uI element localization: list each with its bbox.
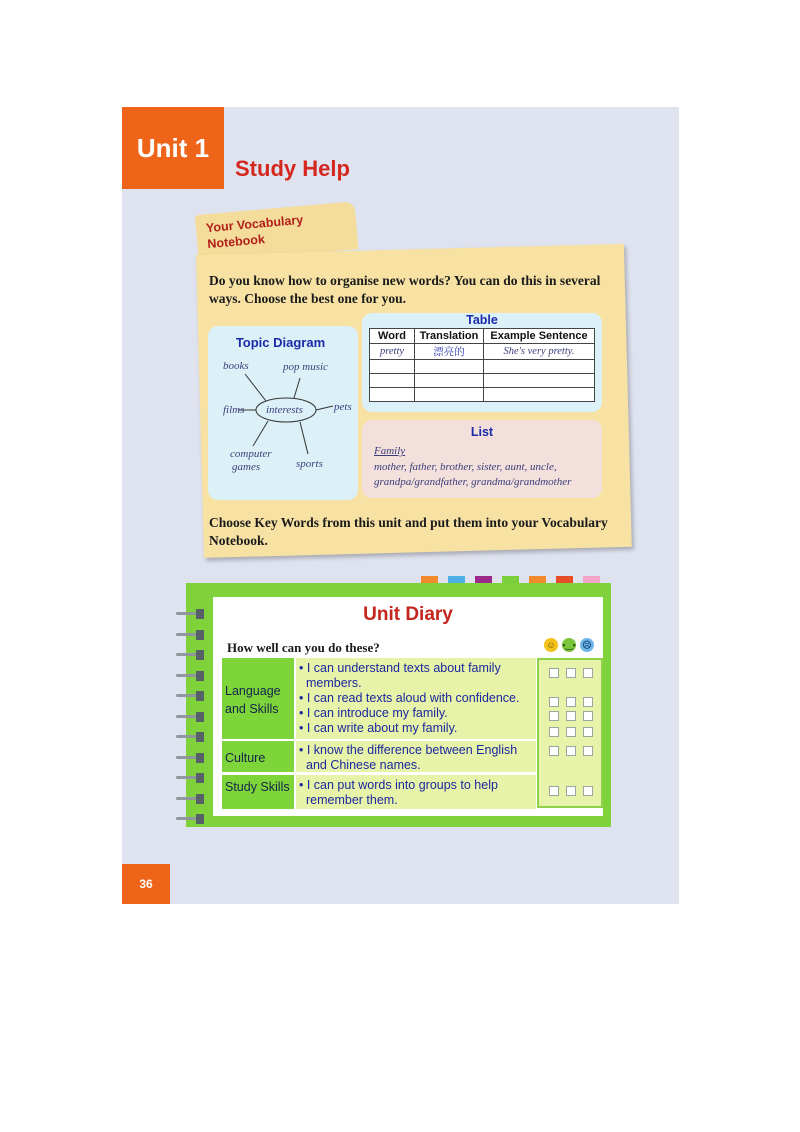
folder-tab-line2: Notebook bbox=[206, 232, 266, 252]
diary-title: Unit Diary bbox=[363, 604, 453, 625]
diary-item: • I know the difference between English and Chinese names. bbox=[299, 743, 518, 772]
spiral-ring bbox=[176, 650, 206, 660]
checkbox[interactable] bbox=[549, 746, 559, 756]
items-language-skills bbox=[296, 658, 536, 739]
category-language-skills: Language and Skills bbox=[222, 658, 294, 739]
spiral-ring bbox=[176, 732, 206, 742]
items-study-skills bbox=[296, 775, 536, 809]
checkbox[interactable] bbox=[566, 697, 576, 707]
folder-tab-line1: Your Vocabulary bbox=[205, 212, 304, 236]
topic-word-films: films bbox=[223, 404, 245, 416]
table-row bbox=[370, 374, 595, 388]
checkbox[interactable] bbox=[566, 746, 576, 756]
vocabulary-table bbox=[369, 328, 595, 402]
checkbox[interactable] bbox=[583, 727, 593, 737]
sad-face-icon: ☹ bbox=[580, 638, 594, 652]
checkbox[interactable] bbox=[549, 711, 559, 721]
diary-question: How well can you do these? bbox=[227, 640, 380, 655]
outro-text: Choose Key Words from this unit and put them into your Vocabulary Notebook. bbox=[209, 515, 608, 548]
topic-word-computer: computer bbox=[230, 448, 272, 460]
checkbox[interactable] bbox=[583, 746, 593, 756]
checkbox[interactable] bbox=[583, 786, 593, 796]
neutral-face-icon: •‿• bbox=[562, 640, 576, 650]
page-title: Study Help bbox=[235, 156, 350, 181]
self-assessment-checkboxes bbox=[537, 658, 603, 808]
checkbox[interactable] bbox=[549, 727, 559, 737]
spiral-ring bbox=[176, 630, 206, 640]
page-number: 36 bbox=[122, 864, 170, 904]
category-study-skills: Study Skills bbox=[222, 775, 294, 809]
diary-item: • I can introduce my family. bbox=[299, 706, 448, 720]
category-culture: Culture bbox=[222, 741, 294, 772]
checkbox[interactable] bbox=[566, 727, 576, 737]
checkbox[interactable] bbox=[583, 711, 593, 721]
topic-word-books: books bbox=[223, 360, 249, 372]
spiral-ring bbox=[176, 691, 206, 701]
table-header-word: Word bbox=[370, 329, 415, 344]
spiral-ring bbox=[176, 773, 206, 783]
topic-word-games: games bbox=[232, 461, 261, 473]
diary-item: • I can read texts aloud with confidence. bbox=[299, 691, 520, 705]
spiral-ring bbox=[176, 794, 206, 804]
topic-word-pop-music: pop music bbox=[283, 361, 328, 373]
list-text: mother, father, brother, sister, aunt, uncle, grandpa/grandfather, grandma/grandmother bbox=[374, 461, 572, 488]
table-cell-example: She's very pretty. bbox=[484, 344, 595, 360]
unit-badge: Unit 1 bbox=[122, 107, 224, 189]
table-row bbox=[370, 360, 595, 374]
spiral-ring bbox=[176, 814, 206, 824]
spiral-ring bbox=[176, 712, 206, 722]
checkbox[interactable] bbox=[549, 786, 559, 796]
diary-item: • I can understand texts about family members. bbox=[299, 661, 501, 690]
happy-face-icon: ☺ bbox=[544, 638, 558, 652]
checkbox[interactable] bbox=[583, 668, 593, 678]
table-row bbox=[370, 388, 595, 402]
table-header-translation: Translation bbox=[415, 329, 484, 344]
list-heading: Family bbox=[374, 445, 406, 457]
table-title: Table bbox=[466, 313, 498, 327]
table-cell-word: pretty bbox=[370, 344, 415, 360]
table-row bbox=[370, 344, 595, 360]
items-culture bbox=[296, 741, 536, 772]
topic-word-sports: sports bbox=[296, 458, 323, 470]
checkbox[interactable] bbox=[549, 668, 559, 678]
checkbox[interactable] bbox=[549, 697, 559, 707]
checkbox[interactable] bbox=[566, 711, 576, 721]
diary-item: • I can put words into groups to help remember them. bbox=[299, 778, 498, 807]
list-title: List bbox=[470, 425, 494, 439]
topic-diagram-title: Topic Diagram bbox=[235, 335, 326, 350]
topic-center-interests: interests bbox=[266, 404, 303, 416]
spiral-ring bbox=[176, 671, 206, 681]
checkbox[interactable] bbox=[566, 786, 576, 796]
diary-item: • I can write about my family. bbox=[299, 721, 458, 735]
checkbox[interactable] bbox=[566, 668, 576, 678]
checkbox[interactable] bbox=[583, 697, 593, 707]
spiral-ring bbox=[176, 609, 206, 619]
topic-word-pets: pets bbox=[334, 401, 352, 413]
table-header-example: Example Sentence bbox=[484, 329, 595, 344]
spiral-ring bbox=[176, 753, 206, 763]
intro-text: Do you know how to organise new words? You can do this in several ways. Choose the best one for you. bbox=[209, 273, 601, 306]
table-cell-translation: 漂亮的 bbox=[415, 344, 484, 360]
